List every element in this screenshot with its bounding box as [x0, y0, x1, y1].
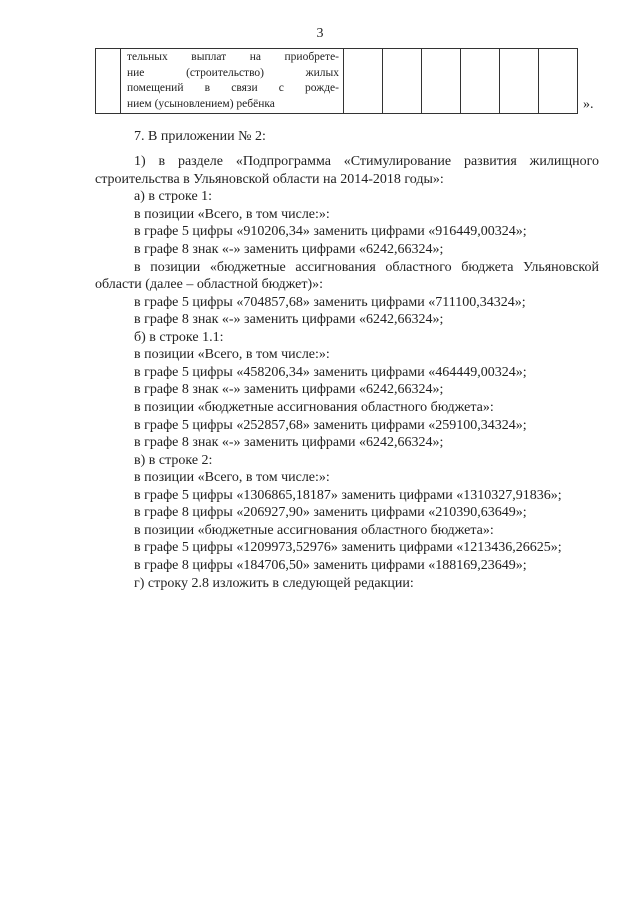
- page-number: 3: [316, 26, 324, 41]
- body-line: в позиции «Всего, в том числе:»:: [134, 207, 330, 222]
- table-cell-empty: [344, 49, 383, 114]
- table-cell-empty: [422, 49, 461, 114]
- table-cell-empty: [500, 49, 539, 114]
- body-line: в позиции «Всего, в том числе:»:: [134, 470, 330, 485]
- body-line: в графе 5 цифры «1306865,18187» заменить цифрами «1310327,91836»;: [134, 488, 562, 503]
- body-line: г) строку 2.8 изложить в следующей редакции:: [134, 576, 414, 591]
- body-line: в графе 5 цифры «458206,34» заменить цифрами «464449,00324»;: [134, 365, 527, 380]
- body-line: в графе 8 цифры «184706,50» заменить цифрами «188169,23649»;: [134, 558, 527, 573]
- body-line: области (далее – областной бюджет)»:: [95, 277, 323, 292]
- body-line: в графе 8 знак «-» заменить цифрами «6242,66324»;: [134, 382, 444, 397]
- table-cell-empty: [539, 49, 578, 114]
- cell-line: ние (строительство) жилых: [127, 66, 339, 79]
- table-fragment: [95, 48, 578, 114]
- body-line: в позиции «бюджетные ассигнования областного бюджета»:: [134, 400, 494, 415]
- body-line: в графе 5 цифры «704857,68» заменить цифрами «711100,34324»;: [134, 295, 526, 310]
- table-cell-empty: [461, 49, 500, 114]
- table-cell-description: [121, 49, 344, 114]
- cell-line: нием (усыновлением) ребёнка: [127, 97, 275, 110]
- table-cell-empty: [383, 49, 422, 114]
- body-line: в графе 8 цифры «206927,90» заменить цифрами «210390,63649»;: [134, 505, 527, 520]
- body-line: в графе 8 знак «-» заменить цифрами «6242,66324»;: [134, 312, 444, 327]
- body-line: в графе 5 цифры «1209973,52976» заменить цифрами «1213436,26625»;: [134, 540, 562, 555]
- body-line: б) в строке 1.1:: [134, 330, 224, 345]
- body-line: в позиции «бюджетные ассигнования областного бюджета Ульяновской: [134, 260, 599, 275]
- body-line: в графе 8 знак «-» заменить цифрами «6242,66324»;: [134, 435, 444, 450]
- body-line: в графе 8 знак «-» заменить цифрами «6242,66324»;: [134, 242, 444, 257]
- body-line: 1) в разделе «Подпрограмма «Стимулирование развития жилищного: [134, 154, 599, 169]
- body-line: в позиции «бюджетные ассигнования областного бюджета»:: [134, 523, 494, 538]
- table-row: [96, 49, 578, 114]
- body-line: 7. В приложении № 2:: [134, 129, 266, 144]
- body-line: строительства в Ульяновской области на 2014-2018 годы»:: [95, 172, 444, 187]
- body-line: в графе 5 цифры «910206,34» заменить цифрами «916449,00324»;: [134, 224, 527, 239]
- body-line: в) в строке 2:: [134, 453, 213, 468]
- cell-description-text: [121, 49, 343, 112]
- cell-line: тельных выплат на приобрете-: [127, 51, 339, 63]
- body-line: а) в строке 1:: [134, 189, 213, 204]
- table-cell-number: [96, 49, 121, 114]
- closing-quote: ».: [583, 97, 594, 112]
- cell-line: помещений в связи с рожде-: [127, 82, 339, 94]
- body-line: в графе 5 цифры «252857,68» заменить цифрами «259100,34324»;: [134, 418, 527, 433]
- body-line: в позиции «Всего, в том числе:»:: [134, 347, 330, 362]
